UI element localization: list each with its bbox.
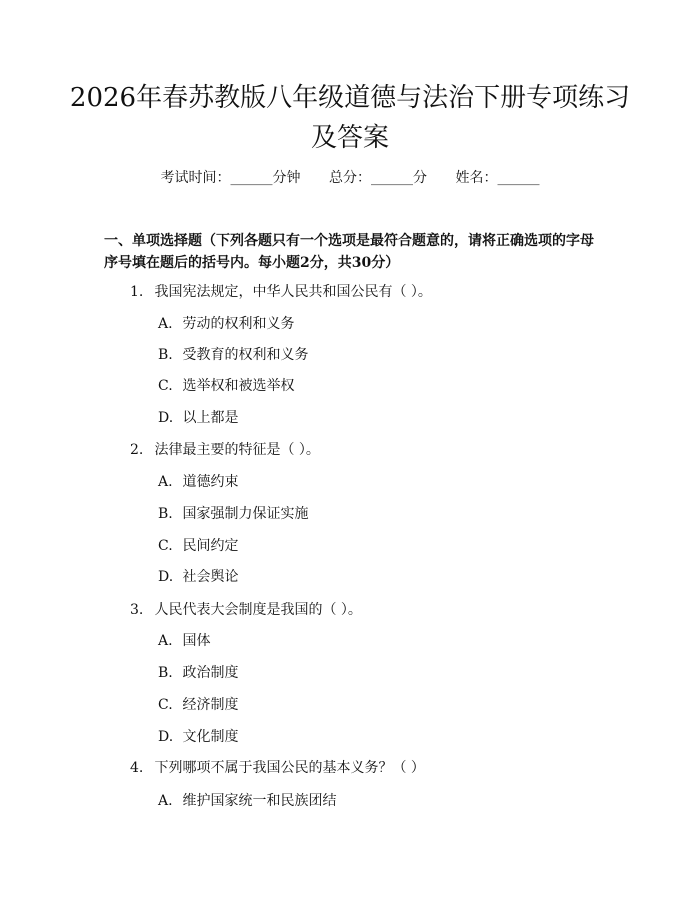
option-item xyxy=(158,408,238,428)
option-text: 社会舆论 xyxy=(182,569,239,585)
exam-info-line xyxy=(0,168,700,188)
option-label: A. xyxy=(158,633,173,649)
option-item xyxy=(158,727,238,747)
option-label: C. xyxy=(158,538,173,554)
option-label: A. xyxy=(158,316,173,332)
option-text: 文化制度 xyxy=(182,729,239,745)
option-item xyxy=(158,314,294,334)
option-text: 道德约束 xyxy=(182,474,239,490)
option-text: 国家强制力保证实施 xyxy=(182,506,309,522)
option-item xyxy=(158,536,238,556)
option-item xyxy=(158,631,210,651)
option-item xyxy=(158,663,238,683)
option-item xyxy=(158,376,294,396)
option-text: 政治制度 xyxy=(182,665,239,681)
option-item xyxy=(158,791,336,811)
total-score-field: 总分：______分 xyxy=(329,170,427,186)
exam-time-field: 考试时间：______分钟 xyxy=(160,170,301,186)
option-label: A. xyxy=(158,474,173,490)
option-text: 经济制度 xyxy=(182,697,239,713)
option-label: C. xyxy=(158,378,173,394)
student-name-field: 姓名：______ xyxy=(455,170,540,186)
option-label: A. xyxy=(158,793,173,809)
question-1 xyxy=(130,282,432,302)
option-text: 维护国家统一和民族团结 xyxy=(182,793,337,809)
option-label: B. xyxy=(158,347,173,363)
option-text: 受教育的权利和义务 xyxy=(182,347,309,363)
option-label: C. xyxy=(158,697,173,713)
question-4 xyxy=(130,758,425,778)
question-number: 3. xyxy=(130,602,144,618)
option-label: B. xyxy=(158,506,173,522)
question-2 xyxy=(130,440,320,460)
option-label: D. xyxy=(158,729,174,745)
option-text: 以上都是 xyxy=(182,410,239,426)
option-label: D. xyxy=(158,569,174,585)
question-text: 我国宪法规定，中华人民共和国公民有（ ）。 xyxy=(154,284,432,300)
document-title: 2026年春苏教版八年级道德与法治下册专项练习及答案 xyxy=(69,83,631,153)
option-item xyxy=(158,695,238,715)
question-number: 2. xyxy=(130,442,144,458)
option-item xyxy=(158,567,238,587)
question-text: 下列哪项不属于我国公民的基本义务？（ ） xyxy=(154,760,425,776)
option-text: 民间约定 xyxy=(182,538,239,554)
option-item xyxy=(158,472,238,492)
option-item xyxy=(158,504,308,524)
option-label: B. xyxy=(158,665,173,681)
question-text: 法律最主要的特征是（ ）。 xyxy=(154,442,320,458)
question-3 xyxy=(130,600,362,620)
section-heading: 一、单项选择题（下列各题只有一个选项是最符合题意的，请将正确选项的字母序号填在题后的括号内。每小题2分，共30分） xyxy=(104,233,594,271)
option-label: D. xyxy=(158,410,174,426)
option-item xyxy=(158,345,308,365)
question-number: 1. xyxy=(130,284,144,300)
question-text: 人民代表大会制度是我国的（ ）。 xyxy=(154,602,362,618)
option-text: 劳动的权利和义务 xyxy=(182,316,295,332)
option-text: 国体 xyxy=(182,633,211,649)
option-text: 选举权和被选举权 xyxy=(182,378,295,394)
question-number: 4. xyxy=(130,760,144,776)
